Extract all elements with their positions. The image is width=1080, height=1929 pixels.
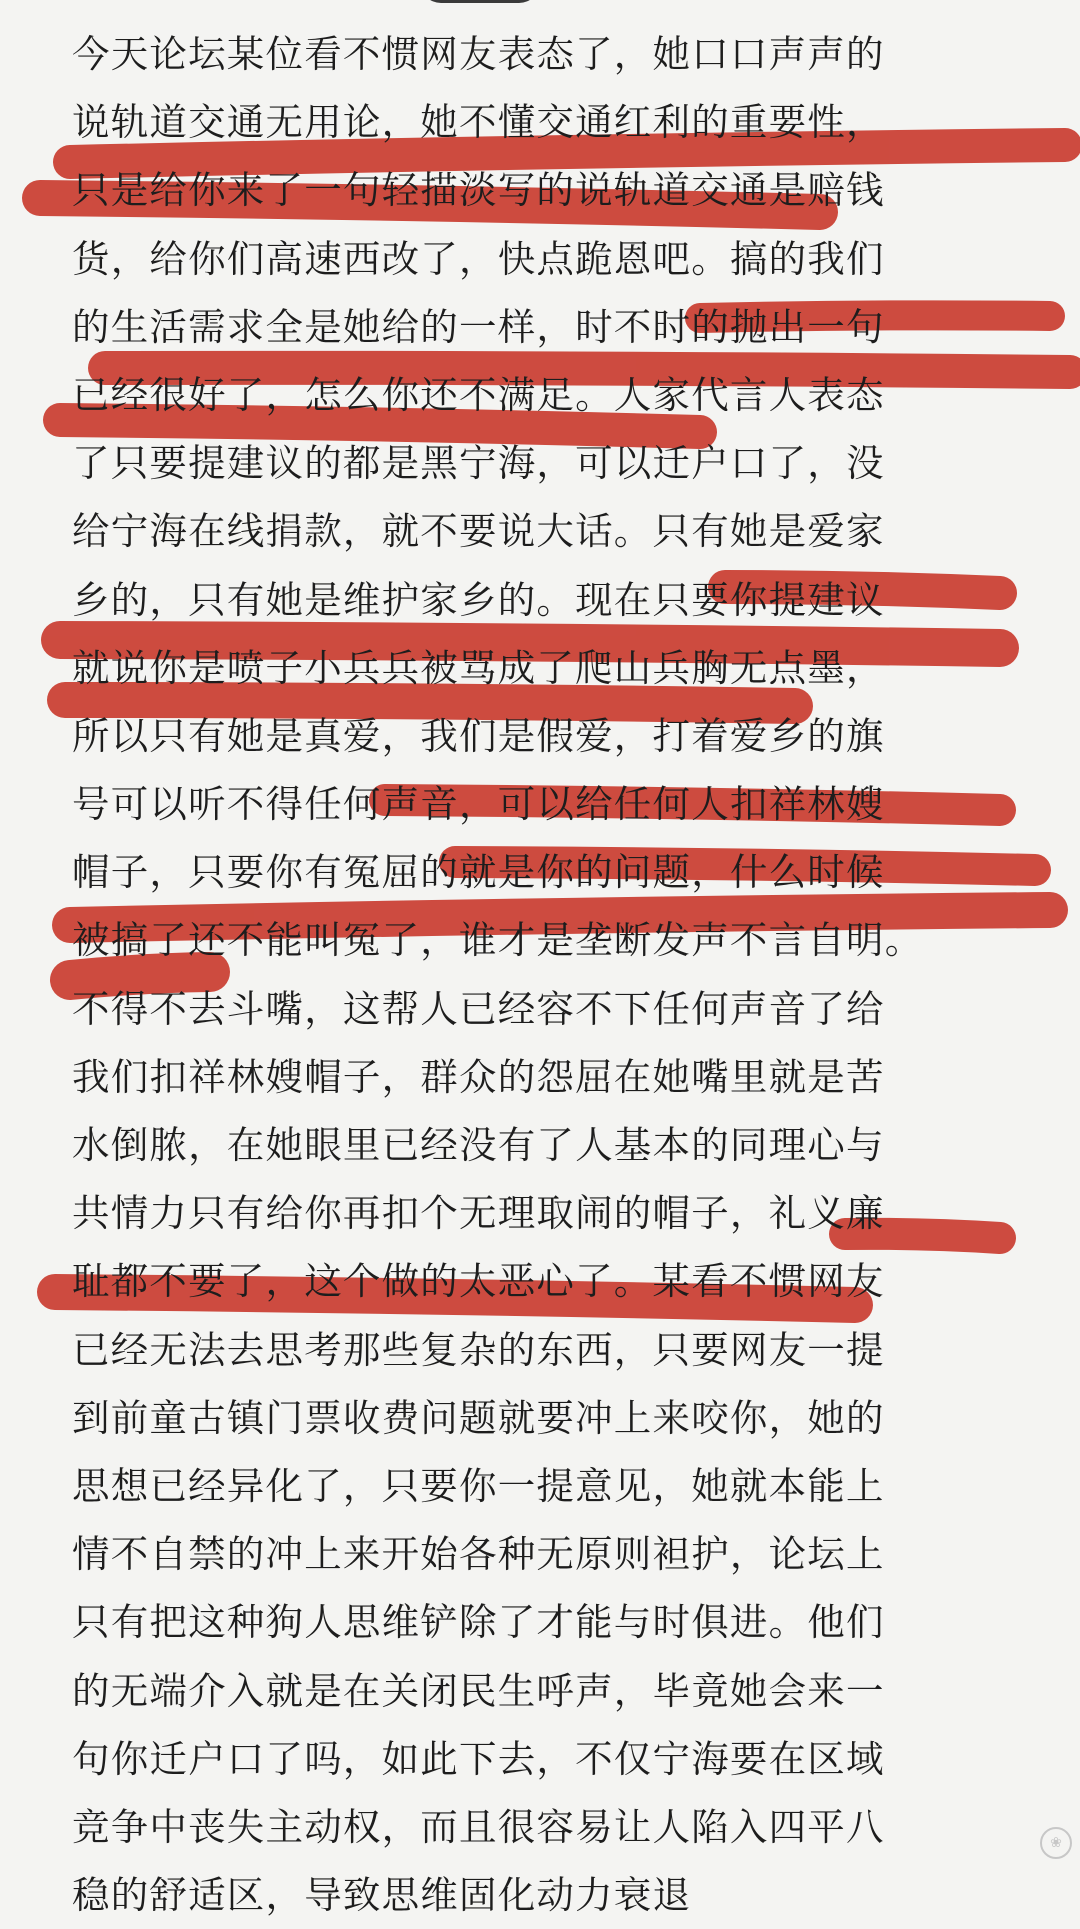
text-line: 共情力只有给你再扣个无理取闹的帽子，礼义廉 (72, 1191, 885, 1236)
text-line: 的生活需求全是她给的一样，时不时的抛出一句 (72, 304, 885, 349)
watermark-logo-icon: ❀ (1040, 1827, 1072, 1859)
text-line: 被搞了还不能叫冤了，谁才是垄断发声不言自明。 (72, 918, 924, 963)
text-line: 今天论坛某位看不惯网友表态了，她口口声声的 (72, 32, 885, 76)
text-line: 稳的舒适区，导致思维固化动力衰退 (72, 1873, 692, 1918)
text-line: 只是给你来了一句轻描淡写的说轨道交通是赔钱 (72, 168, 885, 213)
text-line: 到前童古镇门票收费问题就要冲上来咬你，她的 (72, 1395, 885, 1440)
text-line: 竞争中丧失主动权，而且很容易让人陷入四平八 (72, 1804, 885, 1849)
text-line: 水倒脓，在她眼里已经没有了人基本的同理心与 (72, 1123, 885, 1167)
text-line: 了只要提建议的都是黑宁海，可以迁户口了，没 (72, 441, 885, 486)
watermark (1040, 1823, 1072, 1863)
text-line: 帽子，只要你有冤屈的就是你的问题，什么时候 (72, 850, 885, 895)
page-edge-fragment (420, 0, 540, 3)
text-line: 句你迁户口了吗，如此下去，不仅宁海要在区域 (72, 1736, 885, 1781)
text-line: 不得不去斗嘴，这帮人已经容不下任何声音了给 (72, 986, 885, 1031)
text-line: 货，给你们高速西改了，快点跪恩吧。搞的我们 (72, 236, 885, 281)
text-line: 号可以听不得任何声音，可以给任何人扣祥林嫂 (72, 782, 885, 827)
text-line: 乡的，只有她是维护家乡的。现在只要你提建议 (72, 577, 885, 622)
text-line: 已经很好了，怎么你还不满足。人家代言人表态 (72, 372, 885, 417)
text-line: 说轨道交通无用论，她不懂交通红利的重要性， (72, 100, 885, 145)
text-line: 所以只有她是真爱，我们是假爱，打着爱乡的旗 (72, 713, 885, 758)
text-line: 给宁海在线捐款，就不要说大话。只有她是爱家 (72, 509, 885, 554)
text-line: 只有把这种狗人思维铲除了才能与时俱进。他们 (72, 1600, 885, 1645)
text-line: 就说你是喷子小兵兵被骂成了爬山兵胸无点墨， (72, 645, 885, 690)
document-text (72, 20, 1032, 1929)
text-line: 已经无法去思考那些复杂的东西，只要网友一提 (72, 1327, 885, 1372)
text-line: 我们扣祥林嫂帽子，群众的怨屈在她嘴里就是苦 (72, 1054, 885, 1099)
text-line: 的无端介入就是在关闭民生呼声，毕竟她会来一 (72, 1668, 885, 1713)
text-line: 耻都不要了，这个做的太恶心了。某看不惯网友 (72, 1259, 885, 1304)
text-line: 情不自禁的冲上来开始各种无原则袒护，论坛上 (72, 1532, 885, 1577)
text-line: 思想已经异化了，只要你一提意见，她就本能上 (72, 1463, 885, 1508)
